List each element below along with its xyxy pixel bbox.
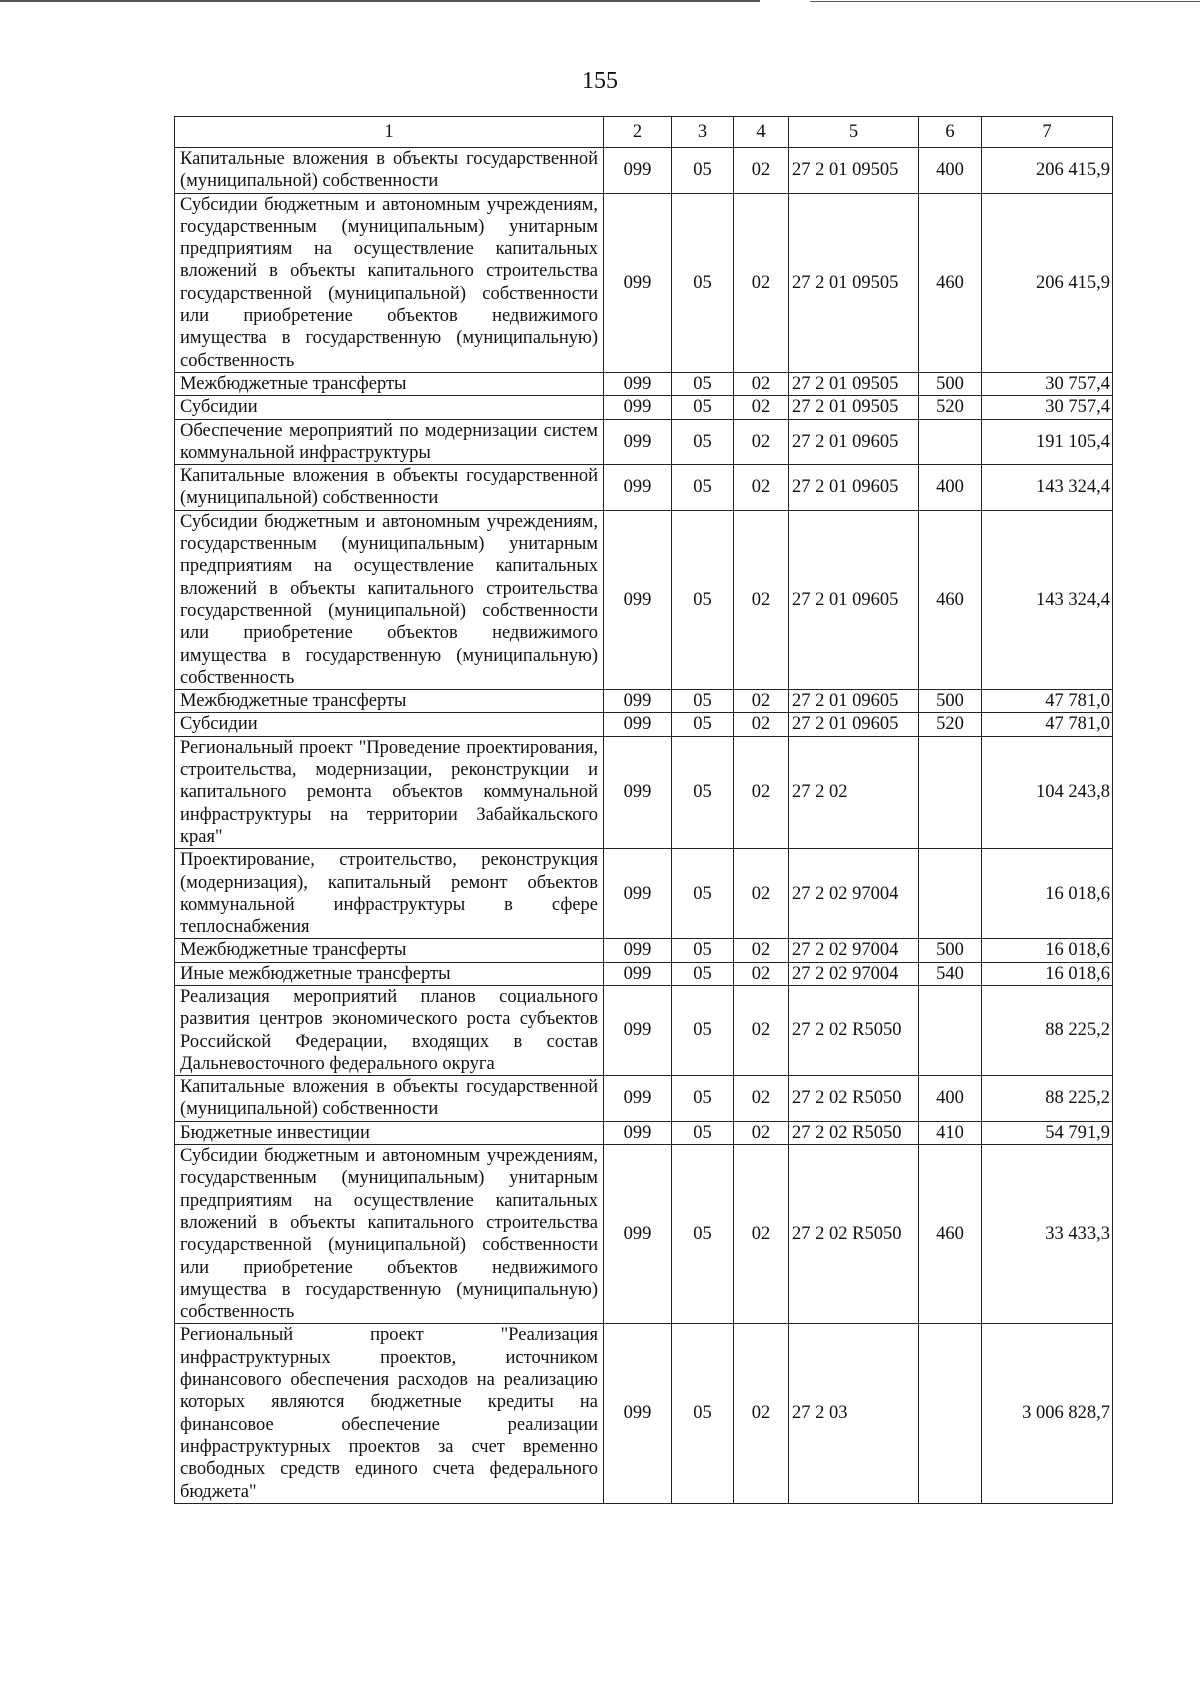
table-header-row xyxy=(175,117,1113,148)
section-code: 05 xyxy=(672,736,734,848)
expense-type-code xyxy=(919,985,982,1075)
ministry-code: 099 xyxy=(604,849,672,939)
section-code: 05 xyxy=(672,1076,734,1122)
table-row xyxy=(175,690,1113,713)
section-code: 05 xyxy=(672,1145,734,1324)
amount-value: 16 018,6 xyxy=(982,849,1113,939)
amount-value: 47 781,0 xyxy=(982,713,1113,736)
target-article-code: 27 2 02 xyxy=(789,736,919,848)
row-description: Региональный проект "Реализация инфраструктурных проектов, источником финансового обеспечения расходов на реализацию которых являются бюджетные кредиты на финансовое обеспечение реализации инфраструктурных проектов за счет временно свободных средств единого счета федерального бюджета" xyxy=(175,1324,604,1503)
expense-type-code xyxy=(919,1324,982,1503)
ministry-code: 099 xyxy=(604,985,672,1075)
target-article-code: 27 2 01 09505 xyxy=(789,148,919,194)
row-description: Субсидии xyxy=(175,396,604,419)
subsection-code: 02 xyxy=(734,736,789,848)
row-description: Субсидии бюджетным и автономным учреждениям, государственным (муниципальным) унитарным предприятиям на осуществление капитальных вложений в объекты капитального строительства государственной (муниципальной) собственности или приобретение объектов недвижимого имущества в государственную (муниципальную) собственность xyxy=(175,1145,604,1324)
table-row xyxy=(175,1145,1113,1324)
table-row xyxy=(175,939,1113,962)
target-article-code: 27 2 01 09605 xyxy=(789,465,919,511)
table-row xyxy=(175,962,1113,985)
target-article-code: 27 2 02 R5050 xyxy=(789,1121,919,1144)
target-article-code: 27 2 01 09605 xyxy=(789,713,919,736)
target-article-code: 27 2 02 97004 xyxy=(789,849,919,939)
row-description: Региональный проект "Проведение проектирования, строительства, модернизации, реконструкции и капитального ремонта объектов коммунальной инфраструктуры на территории Забайкальского края" xyxy=(175,736,604,848)
amount-value: 16 018,6 xyxy=(982,939,1113,962)
target-article-code: 27 2 02 R5050 xyxy=(789,1145,919,1324)
subsection-code: 02 xyxy=(734,148,789,194)
subsection-code: 02 xyxy=(734,690,789,713)
table-row xyxy=(175,1076,1113,1122)
ministry-code: 099 xyxy=(604,396,672,419)
page-number: 155 xyxy=(582,68,618,94)
expense-type-code: 400 xyxy=(919,148,982,194)
section-code: 05 xyxy=(672,985,734,1075)
target-article-code: 27 2 01 09505 xyxy=(789,193,919,372)
section-code: 05 xyxy=(672,690,734,713)
ministry-code: 099 xyxy=(604,1076,672,1122)
section-code: 05 xyxy=(672,962,734,985)
scan-edge-line xyxy=(810,1,1200,2)
expense-type-code: 400 xyxy=(919,465,982,511)
row-description: Бюджетные инвестиции xyxy=(175,1121,604,1144)
amount-value: 191 105,4 xyxy=(982,419,1113,465)
amount-value: 143 324,4 xyxy=(982,510,1113,689)
column-header: 7 xyxy=(982,117,1113,148)
ministry-code: 099 xyxy=(604,1121,672,1144)
section-code: 05 xyxy=(672,510,734,689)
ministry-code: 099 xyxy=(604,939,672,962)
row-description: Субсидии бюджетным и автономным учреждениям, государственным (муниципальным) унитарным предприятиям на осуществление капитальных вложений в объекты капитального строительства государственной (муниципальной) собственности или приобретение объектов недвижимого имущества в государственную (муниципальную) собственность xyxy=(175,510,604,689)
amount-value: 143 324,4 xyxy=(982,465,1113,511)
expense-type-code: 500 xyxy=(919,690,982,713)
subsection-code: 02 xyxy=(734,962,789,985)
row-description: Капитальные вложения в объекты государственной (муниципальной) собственности xyxy=(175,465,604,511)
column-header: 3 xyxy=(672,117,734,148)
subsection-code: 02 xyxy=(734,465,789,511)
amount-value: 30 757,4 xyxy=(982,372,1113,395)
expense-type-code: 540 xyxy=(919,962,982,985)
row-description: Капитальные вложения в объекты государственной (муниципальной) собственности xyxy=(175,148,604,194)
column-header: 6 xyxy=(919,117,982,148)
target-article-code: 27 2 01 09505 xyxy=(789,396,919,419)
ministry-code: 099 xyxy=(604,465,672,511)
subsection-code: 02 xyxy=(734,713,789,736)
expense-type-code: 500 xyxy=(919,939,982,962)
amount-value: 88 225,2 xyxy=(982,1076,1113,1122)
table-row xyxy=(175,510,1113,689)
table-row xyxy=(175,736,1113,848)
row-description: Межбюджетные трансферты xyxy=(175,939,604,962)
expense-type-code: 410 xyxy=(919,1121,982,1144)
target-article-code: 27 2 02 R5050 xyxy=(789,985,919,1075)
column-header: 5 xyxy=(789,117,919,148)
subsection-code: 02 xyxy=(734,1324,789,1503)
row-description: Межбюджетные трансферты xyxy=(175,690,604,713)
ministry-code: 099 xyxy=(604,690,672,713)
target-article-code: 27 2 03 xyxy=(789,1324,919,1503)
subsection-code: 02 xyxy=(734,1121,789,1144)
ministry-code: 099 xyxy=(604,736,672,848)
target-article-code: 27 2 02 R5050 xyxy=(789,1076,919,1122)
table-row xyxy=(175,849,1113,939)
amount-value: 47 781,0 xyxy=(982,690,1113,713)
table-row xyxy=(175,1121,1113,1144)
ministry-code: 099 xyxy=(604,193,672,372)
expense-type-code xyxy=(919,736,982,848)
row-description: Обеспечение мероприятий по модернизации систем коммунальной инфраструктуры xyxy=(175,419,604,465)
row-description: Капитальные вложения в объекты государственной (муниципальной) собственности xyxy=(175,1076,604,1122)
target-article-code: 27 2 01 09605 xyxy=(789,690,919,713)
column-header: 2 xyxy=(604,117,672,148)
table-row xyxy=(175,148,1113,194)
row-description: Межбюджетные трансферты xyxy=(175,372,604,395)
ministry-code: 099 xyxy=(604,713,672,736)
section-code: 05 xyxy=(672,396,734,419)
amount-value: 206 415,9 xyxy=(982,148,1113,194)
subsection-code: 02 xyxy=(734,372,789,395)
amount-value: 54 791,9 xyxy=(982,1121,1113,1144)
amount-value: 16 018,6 xyxy=(982,962,1113,985)
expense-type-code: 400 xyxy=(919,1076,982,1122)
table-row xyxy=(175,419,1113,465)
expense-type-code: 520 xyxy=(919,713,982,736)
table-row xyxy=(175,713,1113,736)
target-article-code: 27 2 01 09605 xyxy=(789,419,919,465)
expense-type-code: 520 xyxy=(919,396,982,419)
section-code: 05 xyxy=(672,148,734,194)
row-description: Субсидии бюджетным и автономным учреждениям, государственным (муниципальным) унитарным предприятиям на осуществление капитальных вложений в объекты капитального строительства государственной (муниципальной) собственности или приобретение объектов недвижимого имущества в государственную (муниципальную) собственность xyxy=(175,193,604,372)
target-article-code: 27 2 02 97004 xyxy=(789,939,919,962)
amount-value: 30 757,4 xyxy=(982,396,1113,419)
ministry-code: 099 xyxy=(604,419,672,465)
section-code: 05 xyxy=(672,1324,734,1503)
subsection-code: 02 xyxy=(734,939,789,962)
subsection-code: 02 xyxy=(734,510,789,689)
column-header: 4 xyxy=(734,117,789,148)
expense-type-code: 460 xyxy=(919,510,982,689)
amount-value: 88 225,2 xyxy=(982,985,1113,1075)
expense-type-code xyxy=(919,419,982,465)
row-description: Субсидии xyxy=(175,713,604,736)
amount-value: 104 243,8 xyxy=(982,736,1113,848)
amount-value: 33 433,3 xyxy=(982,1145,1113,1324)
ministry-code: 099 xyxy=(604,1145,672,1324)
section-code: 05 xyxy=(672,1121,734,1144)
table-row xyxy=(175,1324,1113,1503)
section-code: 05 xyxy=(672,939,734,962)
subsection-code: 02 xyxy=(734,419,789,465)
expense-type-code xyxy=(919,849,982,939)
row-description: Иные межбюджетные трансферты xyxy=(175,962,604,985)
table-row xyxy=(175,465,1113,511)
table-row xyxy=(175,396,1113,419)
amount-value: 3 006 828,7 xyxy=(982,1324,1113,1503)
budget-table xyxy=(174,116,1113,1504)
target-article-code: 27 2 02 97004 xyxy=(789,962,919,985)
ministry-code: 099 xyxy=(604,1324,672,1503)
row-description: Проектирование, строительство, реконструкция (модернизация), капитальный ремонт объектов коммунальной инфраструктуры в сфере теплоснабжения xyxy=(175,849,604,939)
subsection-code: 02 xyxy=(734,849,789,939)
section-code: 05 xyxy=(672,419,734,465)
expense-type-code: 460 xyxy=(919,1145,982,1324)
table-row xyxy=(175,985,1113,1075)
table-row xyxy=(175,193,1113,372)
section-code: 05 xyxy=(672,849,734,939)
ministry-code: 099 xyxy=(604,510,672,689)
subsection-code: 02 xyxy=(734,1145,789,1324)
scan-edge-line xyxy=(0,0,760,2)
expense-type-code: 500 xyxy=(919,372,982,395)
subsection-code: 02 xyxy=(734,985,789,1075)
section-code: 05 xyxy=(672,465,734,511)
column-header: 1 xyxy=(175,117,604,148)
section-code: 05 xyxy=(672,193,734,372)
row-description: Реализация мероприятий планов социального развития центров экономического роста субъектов Российской Федерации, входящих в состав Дальневосточного федерального округа xyxy=(175,985,604,1075)
target-article-code: 27 2 01 09505 xyxy=(789,372,919,395)
expense-type-code: 460 xyxy=(919,193,982,372)
table-row xyxy=(175,372,1113,395)
subsection-code: 02 xyxy=(734,396,789,419)
section-code: 05 xyxy=(672,372,734,395)
amount-value: 206 415,9 xyxy=(982,193,1113,372)
ministry-code: 099 xyxy=(604,372,672,395)
ministry-code: 099 xyxy=(604,962,672,985)
section-code: 05 xyxy=(672,713,734,736)
subsection-code: 02 xyxy=(734,1076,789,1122)
target-article-code: 27 2 01 09605 xyxy=(789,510,919,689)
ministry-code: 099 xyxy=(604,148,672,194)
subsection-code: 02 xyxy=(734,193,789,372)
